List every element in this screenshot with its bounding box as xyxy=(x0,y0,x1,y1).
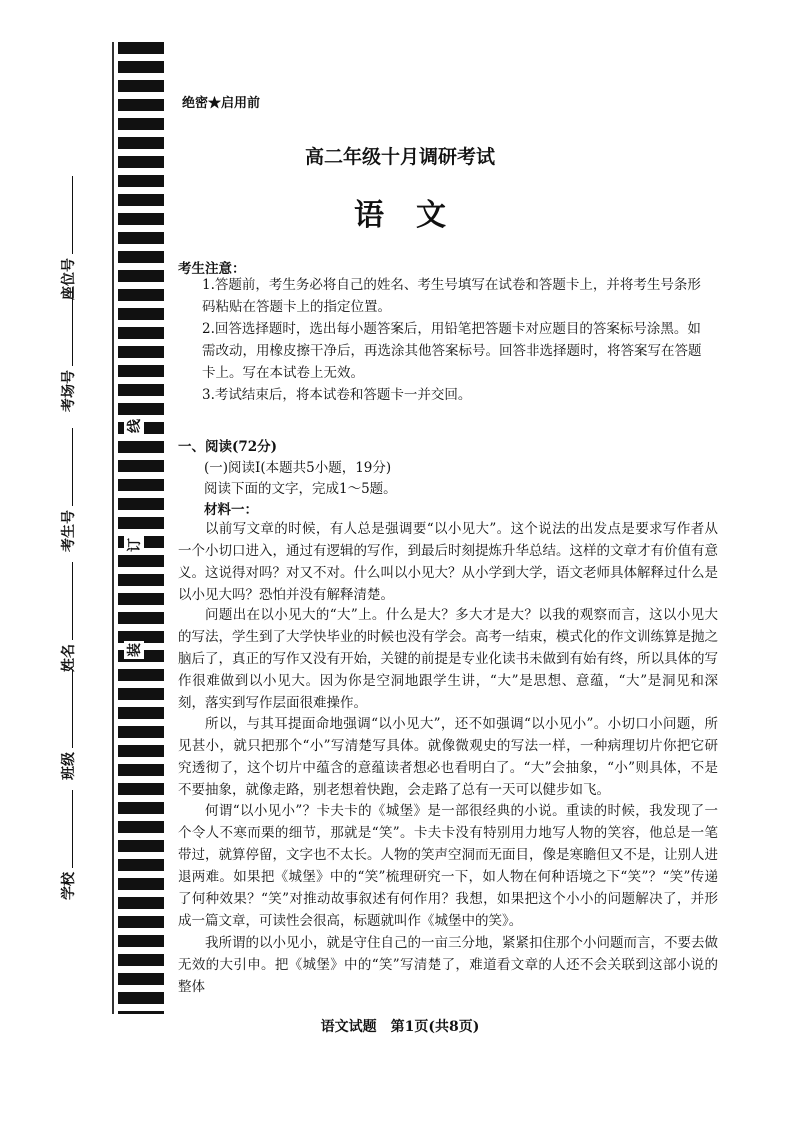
field-class-line[interactable] xyxy=(60,670,73,748)
field-candidate-number-line[interactable] xyxy=(60,428,73,506)
notice-heading: 考生注意： xyxy=(178,261,246,277)
paragraph-1: 以前写文章的时候，有人总是强调要“以小见大”。这个说法的出发点是要求写作者从一个小切口进入，通过有逻辑的写作，到最后时刻提炼升华总结。这样的文章才有价值有意义。这说得对吗？对又不对。什么叫以小见大？从小学到大学，语文老师具体解释过什么是以小见大吗？恐怕并没有解释清楚。 xyxy=(178,521,718,603)
seal-char-zhuang: 装 xyxy=(124,640,144,664)
field-school-line[interactable] xyxy=(60,790,73,868)
notice-item-3: 3.考试结束后，将本试卷和答题卡一并交回。 xyxy=(202,387,472,403)
section-heading: 一、阅读(72分) xyxy=(178,439,278,455)
material-heading: 材料一： xyxy=(204,502,258,518)
field-name: 姓名 xyxy=(58,562,78,672)
field-school: 学校 xyxy=(58,790,78,900)
seal-char-xian: 线 xyxy=(124,416,144,440)
field-candidate-number: 考生号 xyxy=(58,428,78,552)
paragraph-4: 何谓“以小见小”？卡夫卡的《城堡》是一部很经典的小说。重读的时候，我发现了一个令人不寒而栗的细节，那就是“笑”。卡夫卡没有特别用力地写人物的笑容，他总是一笔带过，就算停留，文字也不太长。人物的笑声空洞而无面目，像是寒瞻但又不是，让别人进退两难。如果把《城堡》中的“笑”梳理研究一下，如人物在何种语境之下“笑”？“笑”传递了何种效果？“笑”对推动故事叙述有何作用？我想，如果把这个小小的问题解决了，并形成一篇文章，可读性会很高，标题就叫作《城堡中的笑》。 xyxy=(178,803,718,929)
exam-title: 高二年级十月调研考试 xyxy=(304,146,495,168)
binding-stripe-bar xyxy=(118,42,164,1014)
subject-title: 语文 xyxy=(354,198,478,233)
notice-item-2: 2.回答选择题时，选出每小题答案后，用铅笔把答题卡对应题目的答案标号涂黑。如需改动，用橡皮擦干净后，再选涂其他答案标号。回答非选择题时，将答案写在答题卡上。写在本试卷上无效。 xyxy=(202,321,702,381)
field-seat-number: 座位号 xyxy=(58,176,78,300)
reading-instruction: 阅读下面的文字，完成1～5题。 xyxy=(204,481,397,497)
seal-char-ding: 订 xyxy=(124,535,144,559)
notice-item-1: 1.答题前，考生务必将自己的姓名、考生号填写在试卷和答题卡上，并将考生号条形码粘贴在答题卡上的指定位置。 xyxy=(202,277,701,315)
paragraph-3: 所以，与其耳提面命地强调“以小见大”，还不如强调“以小见小”。小切口小问题，所见甚小，就只把那个“小”写清楚写具体。就像微观史的写法一样，一种病理切片你把它研究透彻了，这个切片中蕴含的意蕴读者想必也看明白了。“大”会抽象，“小”则具体，不是不要抽象，就像走路，别老想着快跑，会走路了总有一天可以健步如飞。 xyxy=(178,716,718,798)
field-class: 班级 xyxy=(58,670,78,780)
field-exam-room: 考场号 xyxy=(58,288,78,412)
field-name-line[interactable] xyxy=(60,562,73,640)
confidential-mark: 绝密★启用前 xyxy=(182,96,261,111)
binding-line xyxy=(112,42,114,1014)
paragraph-5: 我所谓的以小见小，就是守住自己的一亩三分地，紧紧扣住那个小问题而言，不要去做无效的大引申。把《城堡》中的“笑”写清楚了，难道看文章的人还不会关联到这部小说的整体 xyxy=(178,935,718,995)
subsection-heading: (一)阅读Ⅰ(本题共5小题，19分) xyxy=(204,460,392,476)
page-footer: 语文试题 第1页(共8页) xyxy=(320,1019,480,1035)
paragraph-2: 问题出在以小见大的“大”上。什么是大？多大才是大？以我的观察而言，这以小见大的写法，学生到了大学快毕业的时候也没有学会。高考一结束，模式化的作文训练算是抛之脑后了，真正的写作又没有开始，关键的前提是专业化读书未做到有始有终，所以具体的写作很难做到以小见大。因为你是空洞地跟学生讲，“大”是思想、意蕴，“大”是洞见和深刻，落实到写作层面很难操作。 xyxy=(178,607,718,711)
